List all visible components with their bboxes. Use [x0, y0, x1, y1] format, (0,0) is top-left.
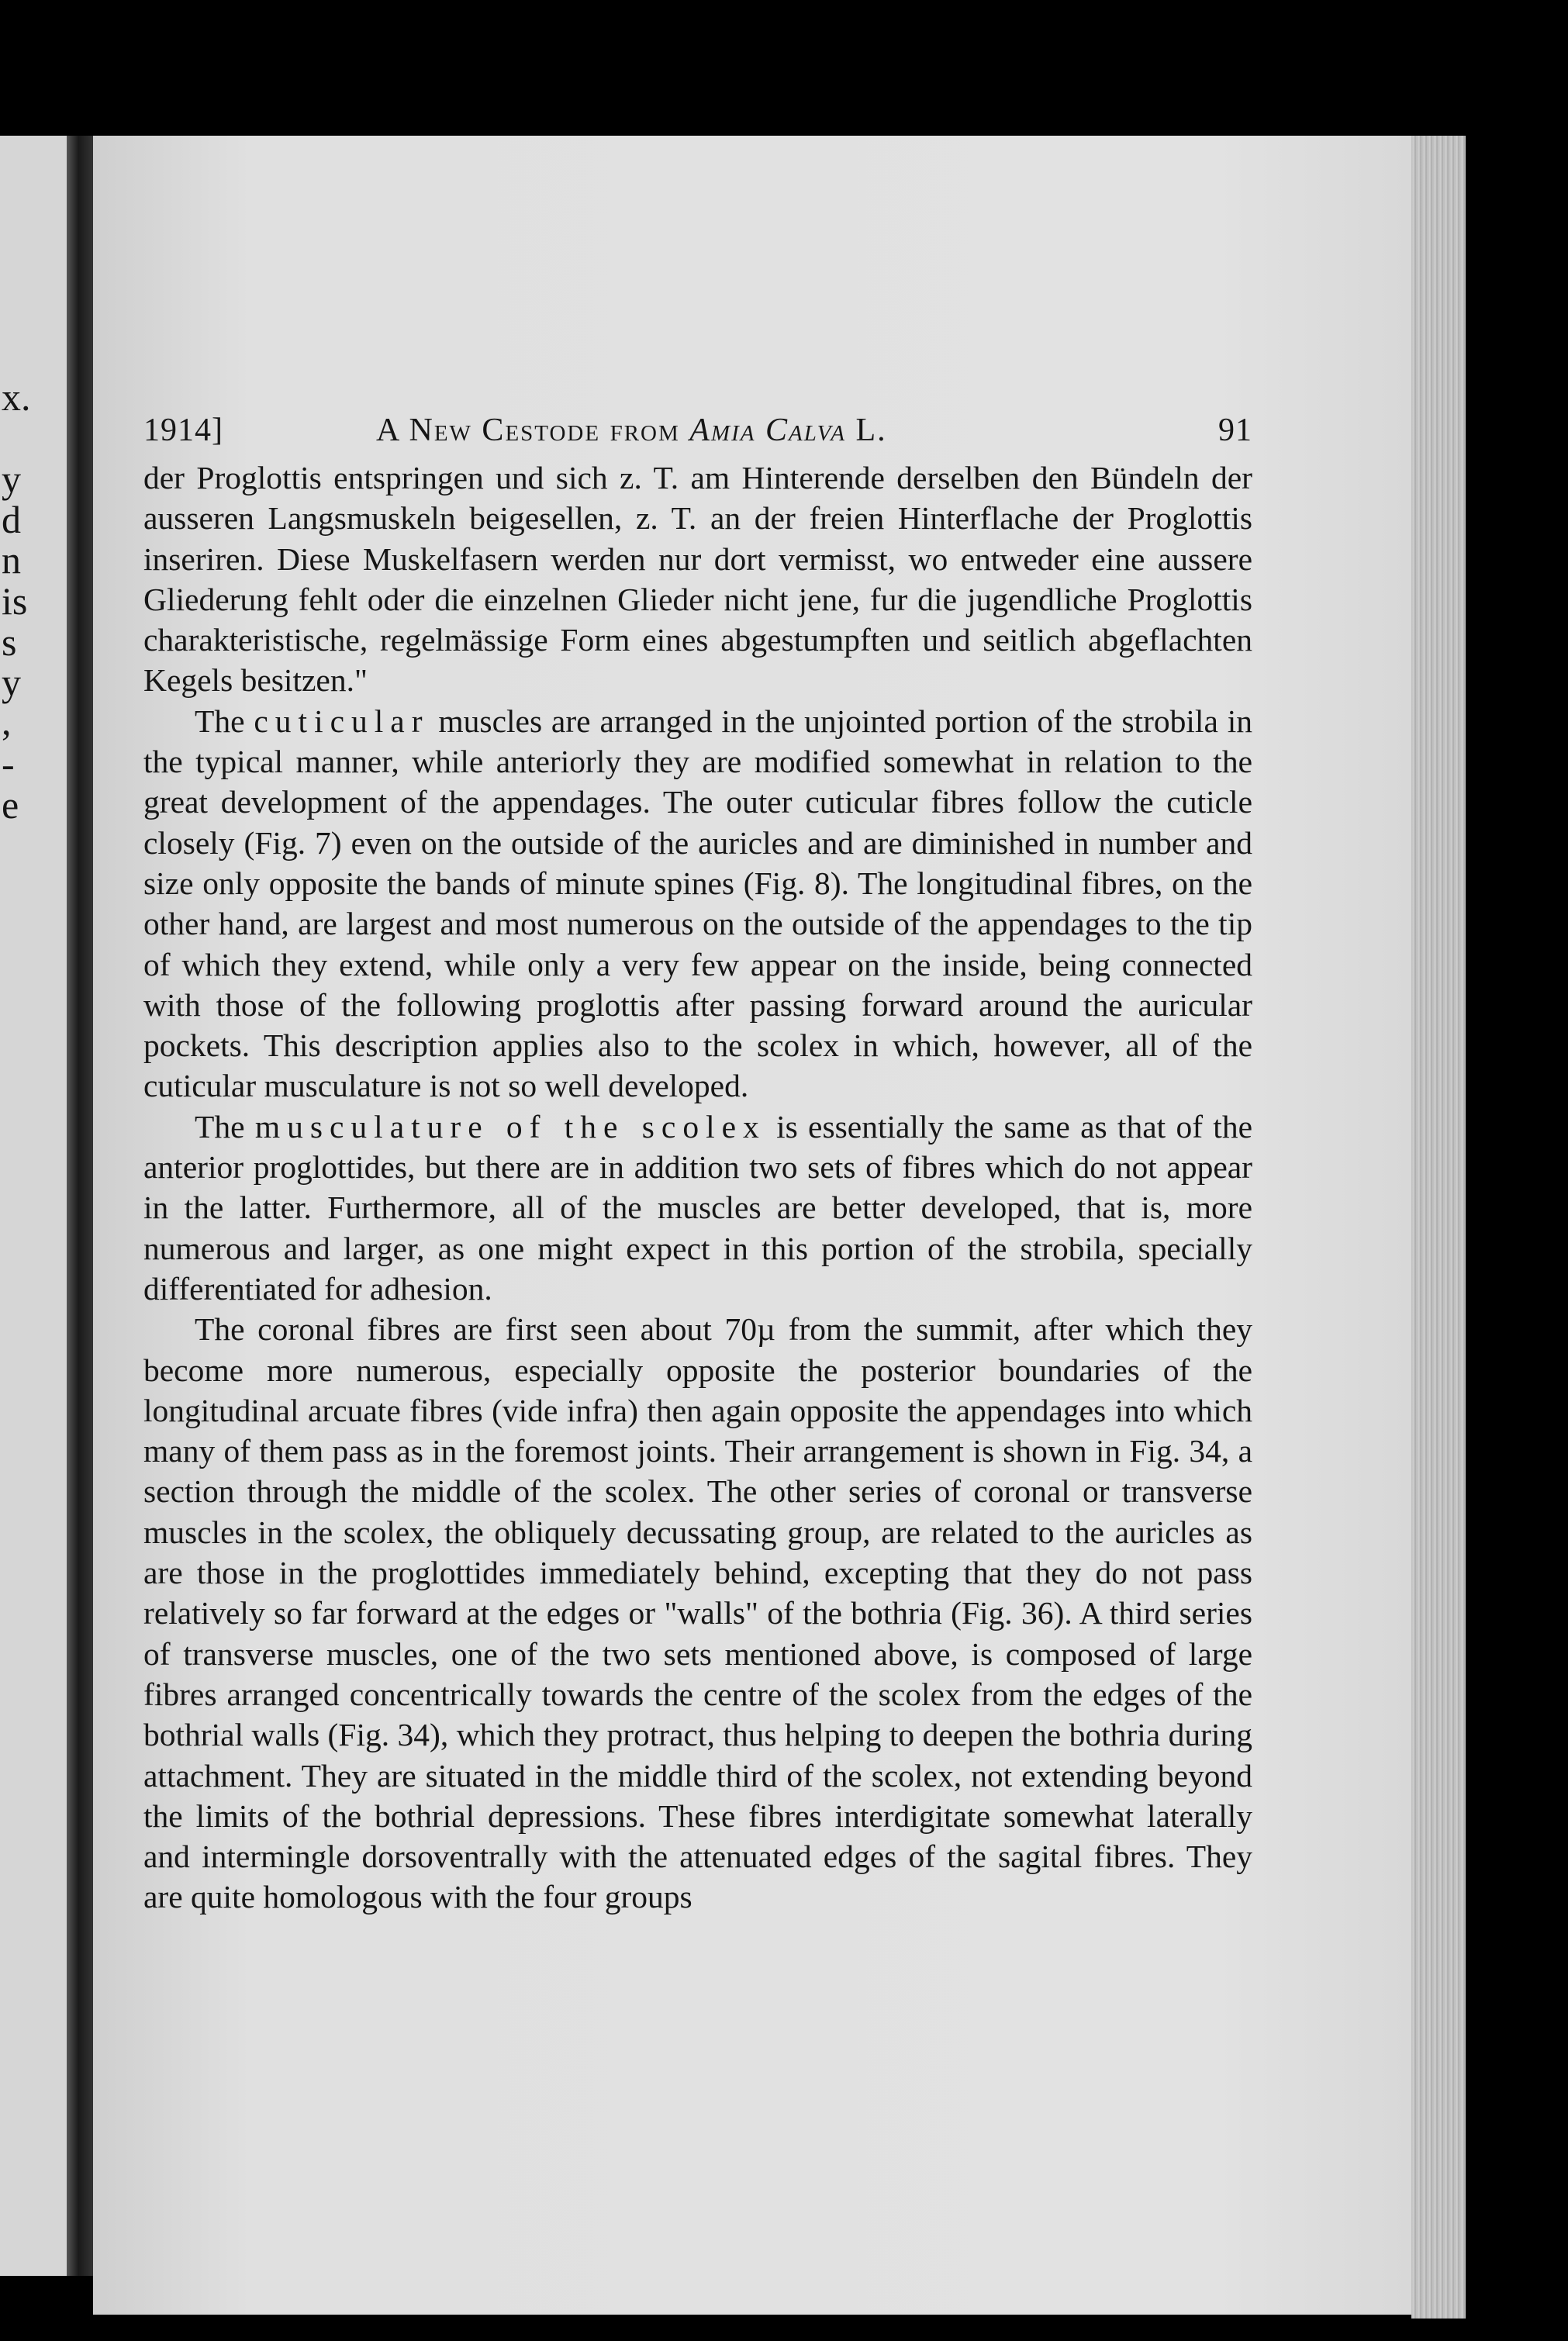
page	[93, 136, 1411, 2315]
spaced-term: cuticular	[254, 703, 430, 739]
paragraph	[143, 1107, 1252, 1309]
paragraph: der Proglottis entspringen und sich z. T. am Hinterende derselben den Bündeln der ausseren Langsmuskeln beigesellen, z. T. an der freien Hinterflache der Proglottis inseriren. Diese Muskelfasern werden nur dort vermisst, wo entweder eine aussere Gliederung fehlt oder die einzelnen Glieder nicht jene, fur die jugendliche Proglottis charakteristische, regelmässige Form eines abgestumpften und seitlich abgeflachten Kegels besitzen."	[143, 460, 1252, 699]
header-title	[376, 403, 887, 457]
left-fragment: e	[2, 783, 19, 827]
spaced-term: musculature of the scolex	[254, 1108, 766, 1145]
page-edges	[1411, 136, 1466, 2319]
text-block	[143, 403, 1252, 1918]
left-fragment: ,	[2, 699, 12, 743]
header-year: 1914]	[143, 413, 223, 448]
left-fragment: is	[2, 579, 28, 623]
left-fragment: d	[2, 498, 21, 541]
header-title-suffix: L.	[846, 413, 887, 448]
running-header	[143, 403, 1252, 457]
left-fragment: n	[2, 538, 21, 582]
left-page-remnant	[0, 136, 67, 2276]
paragraph-lead: The	[195, 1108, 255, 1145]
left-fragment: -	[2, 742, 15, 786]
paragraph	[143, 701, 1252, 1107]
paragraph-body: is essentially the same as that of the anterior proglottides, but there are in addition two sets of fibres which do not appear in the latter. Furthermore, all of the muscles are better developed, that is, more numerous and larger, as one might expect in this portion of the strobila, specially differentiated for adhesion.	[143, 1108, 1252, 1307]
book-gutter	[67, 136, 93, 2276]
left-fragment: x.	[2, 375, 31, 419]
header-title-prefix: A New Cestode from	[376, 413, 690, 448]
paragraph-body: muscles are arranged in the unjointed portion of the strobila in the typical manner, while anteriorly they are modified somewhat in relation to the great development of the appendages. The outer cuticular fibres follow the cuticle closely (Fig. 7) even on the outside of the auricles and are diminished in number and size only opposite the bands of minute spines (Fig. 8). The longitudinal fibres, on the other hand, are largest and most numerous on the outside of the appendages to the tip of which they extend, while only a very few appear on the inside, being connected with those of the following proglottis after passing forward around the auricular pockets. This description applies also to the scolex in which, however, all of the cuticular musculature is not so well developed.	[143, 703, 1252, 1104]
paragraph: The coronal fibres are first seen about 70µ from the summit, after which they become more numerous, especially opposite the posterior boundaries of the longitudinal arcuate fibres (vide infra) then again opposite the appendages into which many of them pass as in the foremost joints. Their arrangement is shown in Fig. 34, a section through the middle of the scolex. The other series of coronal or transverse muscles in the scolex, the obliquely decussating group, are related to the auricles as are those in the proglottides immediately behind, excepting that they do not pass relatively so far forward at the edges or "walls" of the bothria (Fig. 36). A third series of transverse muscles, one of the two sets mentioned above, is composed of large fibres arranged concentrically towards the centre of the scolex from the edges of the bothrial walls (Fig. 34), which they protract, thus helping to deepen the bothria during attachment. They are situated in the middle third of the scolex, not extending beyond the limits of the bothrial depressions. These fibres interdigitate somewhat laterally and intermingle dorsoventrally with the attenuated edges of the sagital fibres. They are quite homologous with the four groups	[143, 1311, 1252, 1915]
header-title-italic: Amia Calva	[689, 413, 847, 448]
left-fragment: s	[2, 620, 17, 664]
left-fragment: y	[2, 661, 21, 704]
left-fragment: y	[2, 457, 21, 501]
paragraph-lead: The	[195, 703, 254, 739]
page-number: 91	[1218, 413, 1252, 448]
